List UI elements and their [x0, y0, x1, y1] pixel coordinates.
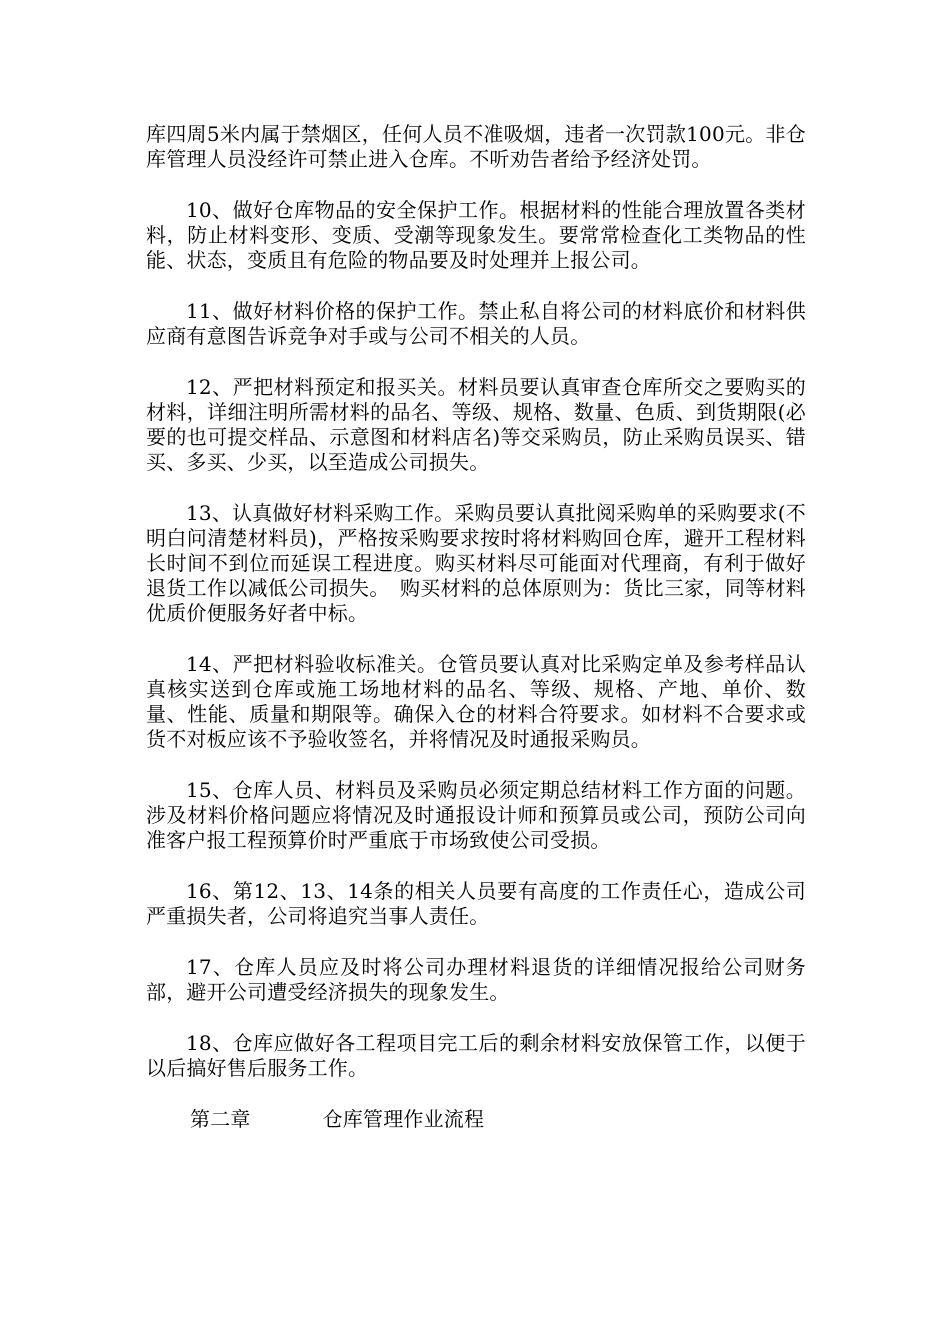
paragraph-16: 16、第12、13、14条的相关人员要有高度的工作责任心，造成公司严重损失者，公司将追究当事人责任。 — [146, 879, 806, 928]
chapter-heading — [146, 1107, 806, 1132]
paragraph-fire-safety: 库四周5米内属于禁烟区，任何人员不准吸烟，违者一次罚款100元。非仓库管理人员没经许可禁止进入仓库。不听劝告者给予经济处罚。 — [146, 122, 806, 171]
chapter-number: 第二章 — [190, 1107, 251, 1131]
paragraph-17: 17、仓库人员应及时将公司办理材料退货的详细情况报给公司财务部，避开公司遭受经济损失的现象发生。 — [146, 955, 806, 1004]
document-page — [146, 122, 806, 1132]
paragraph-14: 14、严把材料验收标准关。仓管员要认真对比采购定单及参考样品认真核实送到仓库或施工场地材料的品名、等级、规格、产地、单价、数量、性能、质量和期限等。确保入仓的材料合符要求。如材料不合要求或货不对板应该不予验收签名，并将情况及时通报采购员。 — [146, 652, 806, 751]
paragraph-11: 11、做好材料价格的保护工作。禁止私自将公司的材料底价和材料供应商有意图告诉竞争对手或与公司不相关的人员。 — [146, 299, 806, 348]
paragraph-15: 15、仓库人员、材料员及采购员必须定期总结材料工作方面的问题。涉及材料价格问题应将情况及时通报设计师和预算员或公司，预防公司向准客户报工程预算价时严重底于市场致使公司受损。 — [146, 778, 806, 852]
paragraph-13: 13、认真做好材料采购工作。采购员要认真批阅采购单的采购要求(不明白问清楚材料员)，严格按采购要求按时将材料购回仓库，避开工程材料长时间不到位而延误工程进度。购买材料尽可能面对代理商，有利于做好退货工作以减低公司损失。 购买材料的总体原则为：货比三家，同等材料优质价便服务好者中标。 — [146, 501, 806, 625]
paragraph-18: 18、仓库应做好各工程项目完工后的剩余材料安放保管工作，以便于以后搞好售后服务工作。 — [146, 1031, 806, 1080]
paragraph-10: 10、做好仓库物品的安全保护工作。根据材料的性能合理放置各类材料，防止材料变形、变质、受潮等现象发生。要常常检查化工类物品的性能、状态，变质且有危险的物品要及时处理并上报公司。 — [146, 198, 806, 272]
chapter-title: 仓库管理作业流程 — [322, 1107, 485, 1131]
paragraph-12: 12、严把材料预定和报买关。材料员要认真审查仓库所交之要购买的材料，详细注明所需材料的品名、等级、规格、数量、色质、到货期限(必要的也可提交样品、示意图和材料店名)等交采购员，防止采购员误买、错买、多买、少买，以至造成公司损失。 — [146, 375, 806, 474]
